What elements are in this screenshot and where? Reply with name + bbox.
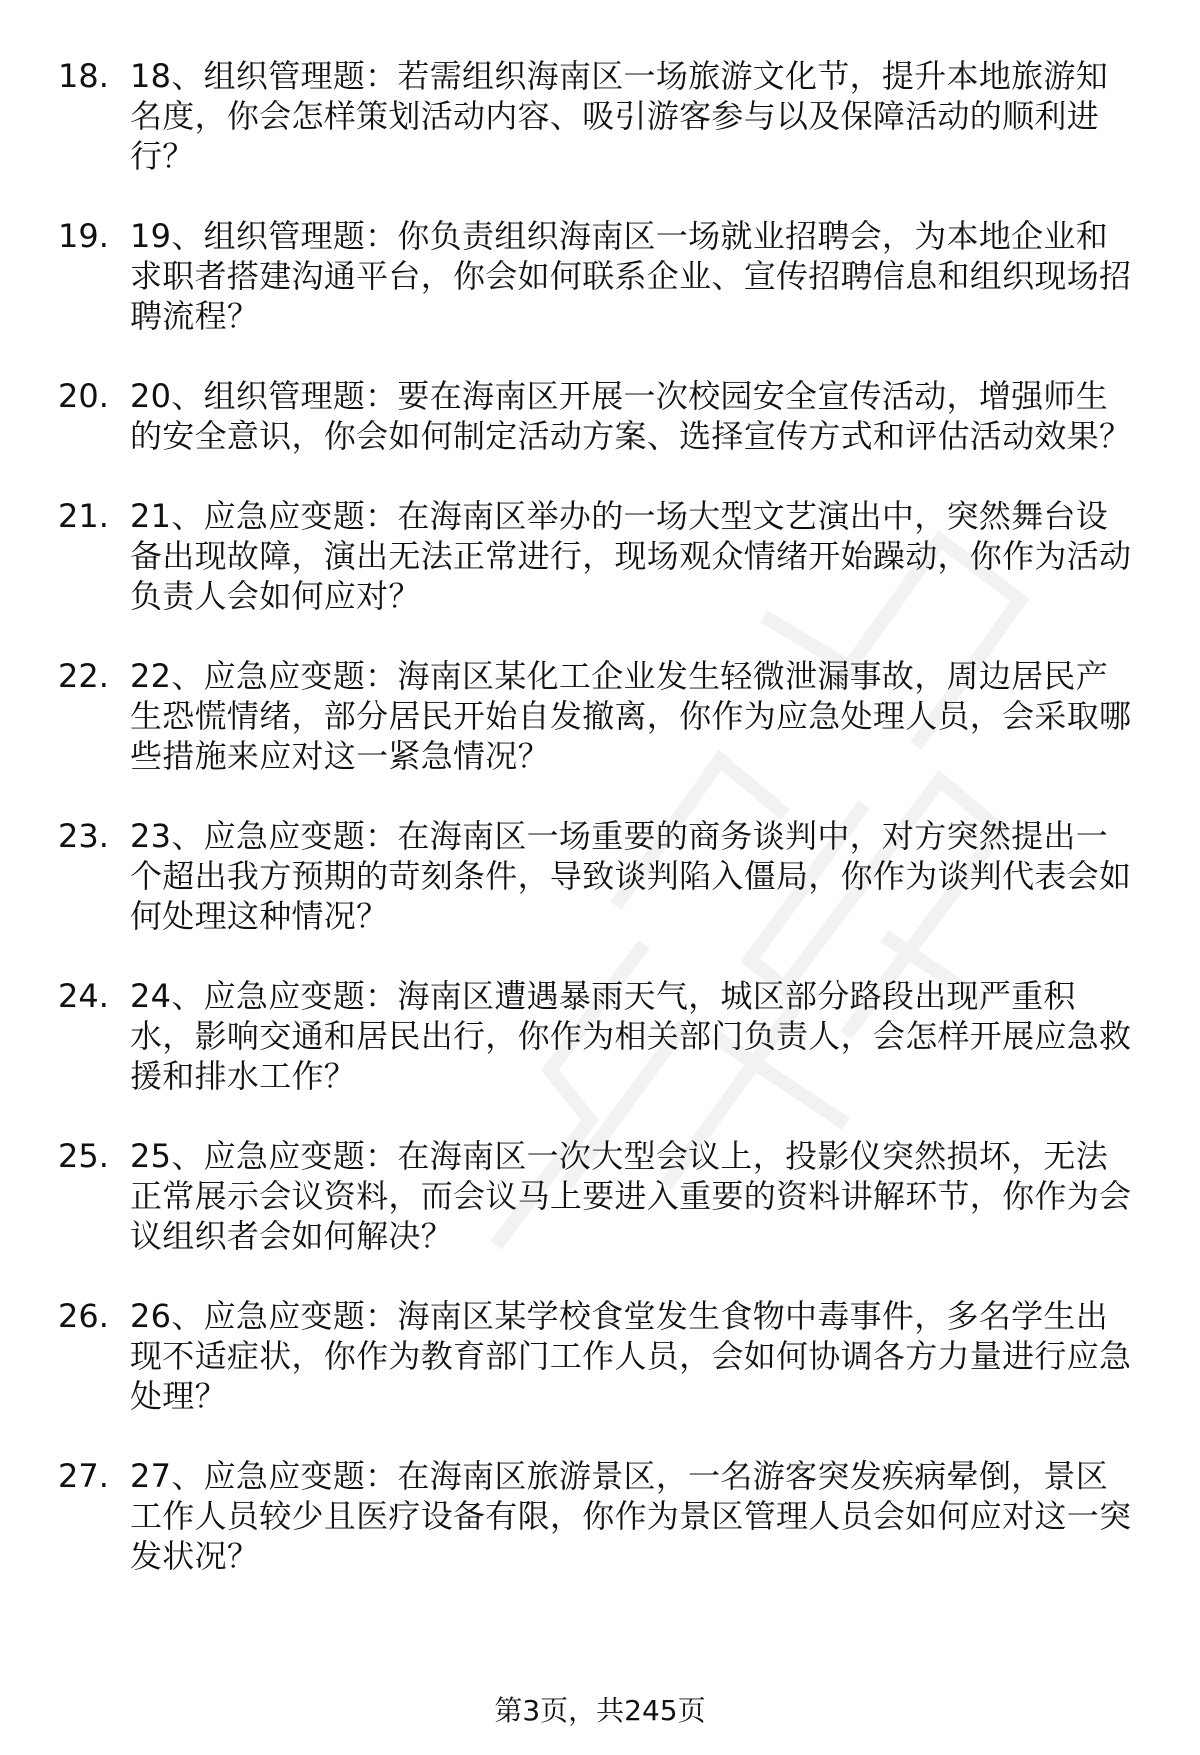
question-item bbox=[58, 816, 1148, 936]
question-text: 19、组织管理题：你负责组织海南区一场就业招聘会，为本地企业和求职者搭建沟通平台，你会如何联系企业、宣传招聘信息和组织现场招聘流程？ bbox=[130, 217, 1132, 335]
question-item bbox=[58, 1136, 1148, 1256]
question-item bbox=[58, 1296, 1148, 1416]
question-item bbox=[58, 376, 1148, 456]
question-number: 22. bbox=[58, 657, 109, 695]
question-number: 21. bbox=[58, 497, 109, 535]
question-number: 25. bbox=[58, 1137, 109, 1175]
question-text: 18、组织管理题：若需组织海南区一场旅游文化节，提升本地旅游知名度，你会怎样策划活动内容、吸引游客参与以及保障活动的顺利进行？ bbox=[130, 57, 1109, 175]
question-item bbox=[58, 976, 1148, 1096]
question-text: 24、应急应变题：海南区遭遇暴雨天气，城区部分路段出现严重积水，影响交通和居民出行，你作为相关部门负责人，会怎样开展应急救援和排水工作？ bbox=[130, 977, 1132, 1095]
question-text: 20、组织管理题：要在海南区开展一次校园安全宣传活动，增强师生的安全意识，你会如何制定活动方案、选择宣传方式和评估活动效果？ bbox=[130, 377, 1132, 455]
question-text: 23、应急应变题：在海南区一场重要的商务谈判中，对方突然提出一个超出我方预期的苛刻条件，导致谈判陷入僵局，你作为谈判代表会如何处理这种情况？ bbox=[130, 817, 1132, 935]
question-text: 26、应急应变题：海南区某学校食堂发生食物中毒事件，多名学生出现不适症状，你作为教育部门工作人员，会如何协调各方力量进行应急处理？ bbox=[130, 1297, 1132, 1415]
question-item bbox=[58, 656, 1148, 776]
question-number: 26. bbox=[58, 1297, 109, 1335]
question-number: 19. bbox=[58, 217, 109, 255]
question-item bbox=[58, 56, 1148, 176]
question-text: 27、应急应变题：在海南区旅游景区，一名游客突发疾病晕倒，景区工作人员较少且医疗设备有限，你作为景区管理人员会如何应对这一突发状况？ bbox=[130, 1457, 1132, 1575]
question-list bbox=[58, 56, 1148, 1616]
question-item bbox=[58, 216, 1148, 336]
question-number: 27. bbox=[58, 1457, 109, 1495]
page-footer: 第3页，共245页 bbox=[494, 1694, 706, 1727]
question-number: 20. bbox=[58, 377, 109, 415]
question-number: 18. bbox=[58, 57, 109, 95]
question-text: 22、应急应变题：海南区某化工企业发生轻微泄漏事故，周边居民产生恐慌情绪，部分居民开始自发撤离，你作为应急处理人员，会采取哪些措施来应对这一紧急情况？ bbox=[130, 657, 1132, 775]
question-number: 24. bbox=[58, 977, 109, 1015]
question-text: 25、应急应变题：在海南区一次大型会议上，投影仪突然损坏，无法正常展示会议资料，而会议马上要进入重要的资料讲解环节，你作为会议组织者会如何解决？ bbox=[130, 1137, 1132, 1255]
question-number: 23. bbox=[58, 817, 109, 855]
question-text: 21、应急应变题：在海南区举办的一场大型文艺演出中，突然舞台设备出现故障，演出无法正常进行，现场观众情绪开始躁动，你作为活动负责人会如何应对？ bbox=[130, 497, 1132, 615]
question-item bbox=[58, 496, 1148, 616]
question-item bbox=[58, 1456, 1148, 1576]
